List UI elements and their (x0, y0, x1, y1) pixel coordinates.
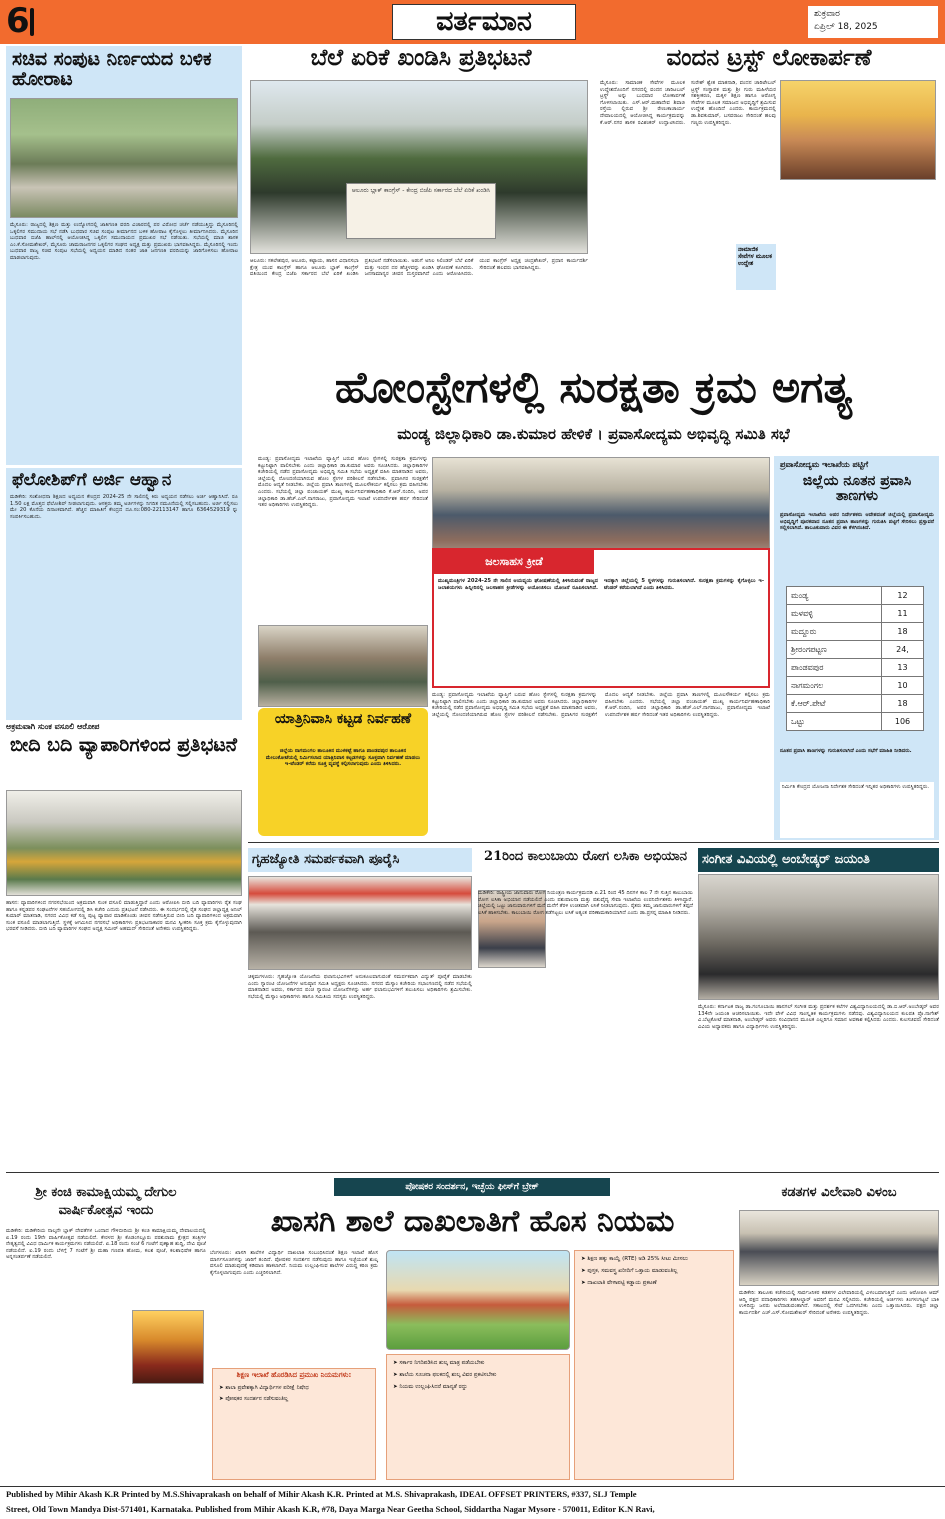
school-illustration (386, 1250, 570, 1350)
watersports-title: ಜಲಸಾಹಸ ಕ್ರೀಡೆ (434, 550, 594, 574)
letters-story (739, 1178, 939, 1482)
yatri-body: ಜಿಲ್ಲೆಯ ನಾಗಮಂಗಲ ತಾಲೂಕಿನ ಮುಳಕಟ್ಟೆ ಹಾಗೂ ಪಾಂಡವಪುರ ತಾಲೂಕಿನ ಮೇಲುಕೋಟೆಯಲ್ಲಿ ನಿರ್ಮಿಸಲಾದ ಯಾತ್ರಿನಿವಾಸ ಕಟ್ಟಡಗಳನ್ನು ಸೂಕ್ತವಾಗಿ ನಿರ್ವಹಣೆ ಮಾಡಲು ಇ-ಟೆಂಡರ್ ಕರೆದು ಸೂಕ್ತ ವ್ಯವಸ್ಥೆ ಕಲ್ಪಿಸಲಾಗುವುದು ಎಂದು ತಿಳಿಸಿದರು. (265, 748, 421, 768)
trust-sidebar-label: ನಾಮಾಜಿಕ ಸೇವೆಗಳ ಮೂಲಕ ಉದ್ದೇಶ (736, 244, 776, 290)
school-body: ಬೆಂಗಳೂರು: ಖಾಸಗಿ ಶಾಲೆಗಳ ವಿದ್ಯಾರ್ಥಿ ದಾಖಲಾತಿ ಸಂಬಂಧಿಸಿದಂತೆ ಶಿಕ್ಷಣ ಇಲಾಖೆ ಹೊಸ ಮಾರ್ಗಸೂಚಿಗಳನ್ನು ಜಾರಿಗೆ ತಂದಿದೆ. ಪೋಷಕರ ಸಂದರ್ಶನ ನಡೆಸುವುದು ಹಾಗೂ ಇಚ್ಛೆಯಂತೆ ಶುಲ್ಕ ವಸೂಲಿ ಮಾಡುವುದಕ್ಕೆ ಕಡಿವಾಣ ಹಾಕಲಾಗಿದೆ. ನಿಯಮ ಉಲ್ಲಂಘಿಸುವ ಶಾಲೆಗಳ ವಿರುದ್ಧ ಕಠಿಣ ಕ್ರಮ ಕೈಗೊಳ್ಳಲಾಗುವುದು ಎಂದು ಎಚ್ಚರಿಸಲಾಗಿದೆ. (210, 1250, 378, 1276)
trust-headline: ವಂದನ ಟ್ರಸ್ಟ್ ಲೋಕಾರ್ಪಣೆ (666, 46, 872, 71)
gruha-body: ಚಿಕ್ಕಮಗಳೂರು: ಗೃಹಜ್ಯೋತಿ ಯೋಜನೆಯ ಫಲಾನುಭವಿಗಳಿಗೆ ಅನುಕೂಲವಾಗುವಂತೆ ಸಮರ್ಪಕವಾಗಿ ವಿದ್ಯುತ್ ಪೂರೈಕೆ ಮಾಡಬೇಕು ಎಂದು ಗ್ಯಾರಂಟಿ ಯೋಜನೆಗಳ ಅನುಷ್ಠಾನ ಸಮಿತಿ ಅಧ್ಯಕ್ಷರು ಸೂಚಿಸಿದರು. ನಗರದ ಮೆಸ್ಕಾಂ ಕಚೇರಿಯ ಸಭಾಂಗಣದಲ್ಲಿ ನಡೆದ ಸಭೆಯಲ್ಲಿ ಮಾತನಾಡಿದ ಅವರು, ಸರ್ಕಾರದ ಪಂಚ ಗ್ಯಾರಂಟಿ ಯೋಜನೆಗಳನ್ನು ಅರ್ಹ ಫಲಾನುಭವಿಗಳಿಗೆ ತಲುಪಿಸಲು ಅಧಿಕಾರಿಗಳು ಶ್ರಮಿಸಬೇಕು. ಸಭೆಯಲ್ಲಿ ಮೆಸ್ಕಾಂ ಅಧಿಕಾರಿಗಳು ಹಾಗೂ ಸಮಿತಿಯ ಸದಸ್ಯರು ಉಪಸ್ಥಿತರಿದ್ದರು. (248, 974, 472, 1000)
bottom-divider (6, 1172, 939, 1173)
music-story (698, 848, 939, 1168)
taluk-name: ಮದ್ದೂರು (787, 623, 882, 641)
cabinet-body: ಮೈಸೂರು: ರಾಜ್ಯದಲ್ಲಿ ಶಿಕ್ಷಣ ಮತ್ತು ಉದ್ಯೋಗದಲ್ಲಿ ಜಾತಿಗಣತಿ ವರದಿ ವಿಚಾರದಲ್ಲಿ ಪರ ವಿರೋಧ ಚರ್ಚೆ ನಡೆಯುತ್ತಿದ್ದು ಮೈಸೂರಿನಲ್ಲಿ ಒಕ್ಕಲಿಗರ ಸಮುದಾಯ ಸಭೆ ನಡೆಸಿ ಬುಧವಾರ ಸಚಿವ ಸಂಪುಟ ತೀರ್ಮಾನದ ಬಳಿಕ ಹೋರಾಟ ಕೈಗೊಳ್ಳಲು ತೀರ್ಮಾನಿಸಿದರು. ಮೈಸೂರಿನ ಬುಧವಾರ ಬಿಜೆಪಿ ಹಾಲ್‌ನಲ್ಲಿ ಆಯೋಜಿಸಿದ್ದ ಒಕ್ಕಲಿಗ ಸಮುದಾಯದ ಪ್ರಮುಖರ ಸಭೆ ನಡೆಯಿತು. ಸಭೆಯಲ್ಲಿ ಮಾಜಿ ಶಾಸಕ ಎಂ.ಕೆ.ಸೋಮಶೇಖರ್, ಮೈಸೂರು ಚಾಮರಾಜನಗರ ಒಕ್ಕಲಿಗರ ಸಂಘದ ಅಧ್ಯಕ್ಷ ಮತ್ತು ಪ್ರಮುಖರು ಭಾಗವಹಿಸಿದ್ದರು. ಮೈಸೂರಿನಲ್ಲಿ ಇಂದು ಬುಧವಾರ ರಾಜ್ಯ ಸಚಿವ ಸಂಪುಟ ಸಭೆಯಲ್ಲಿ ಅಧ್ಯಯನ ಮಾಡಿದ ನಂತರ ಜಾತಿ ಜನಗಣತಿ ವರದಿಯನ್ನು ಜಾರಿಗೊಳಿಸಲು ಹೋರಾಟ ಮಾಡಲಾಗುವುದು. (10, 222, 238, 261)
school-rule-item: ➤ ನಿಯಮ ಉಲ್ಲಂಘಿಸಿದರೆ ಮಾನ್ಯತೆ ರದ್ದು (393, 1384, 468, 1390)
watersports-body: ಮುಖ್ಯಮಂತ್ರಿಗಳ 2024-25 ನೇ ಸಾಲಿನ ಆಯವ್ಯಯ ಘೋಷಣೆಯಲ್ಲಿ ತಿಳಿಸಿರುವಂತೆ ರಾಜ್ಯದ ಜಲಾಶಯಗಳು ಹಿನ್ನೀರಿನಲ್ಲಿ ಜಲಸಾಹಸ ಕ್ರೀಡೆಗಳನ್ನು ಆಯೋಜಿಸಲು ಯೋಜನೆ ರೂಪಿಸಲಾಗಿದೆ. ಇದಕ್ಕಾಗಿ ಜಿಲ್ಲೆಯಲ್ಲಿ 5 ಸ್ಥಳಗಳನ್ನು ಗುರುತಿಸಲಾಗಿದೆ. ಸುರಕ್ಷತಾ ಕ್ರಮಗಳನ್ನು ಕೈಗೊಳ್ಳಲು ಇ-ಟೆಂಡರ್ ಕರೆಯಲಾಗಿದೆ ಎಂದು ತಿಳಿಸಿದರು. (438, 578, 764, 591)
kanchi-story (6, 1178, 206, 1482)
price-hike-story (248, 46, 592, 356)
school-rules-title: ಶಿಕ್ಷಣ ಇಲಾಖೆ ಹೊರಡಿಸಿದ ಪ್ರಮುಖ ನಿಯಮಗಳು: (236, 1371, 352, 1379)
vaccine-story (478, 848, 693, 1168)
vendors-headline: ಬೀದಿ ಬದಿ ವ್ಯಾಪಾರಿಗಳಿಂದ ಪ್ರತಿಭಟನೆ (10, 734, 238, 756)
site-count: 24, (882, 641, 924, 659)
tourism-row (787, 587, 924, 605)
watersports-box (432, 548, 770, 688)
site-count: 11 (882, 605, 924, 623)
site-count: 106 (882, 713, 924, 731)
taluk-name: ನಾಗಮಂಗಲ (787, 677, 882, 695)
site-count: 13 (882, 659, 924, 677)
cabinet-story (6, 46, 242, 465)
page-number: 6 (6, 2, 30, 40)
school-rule-item: ➤ ಶಾಲೆಯ ಸೂಚನಾ ಫಲಕದಲ್ಲಿ ಶುಲ್ಕ ವಿವರ ಪ್ರಕಟಿಸಬೇಕು (393, 1372, 497, 1378)
kanchi-body: ಮಡಿಕೇರಿ: ಮಡಿಕೇರಿಯ ನಾಲ್ಕನೇ ಬ್ಲಾಕ್ ದೇವತೆಗಳ ಒಂದಾದ ಗೌಳಿಬೀದಿಯ ಶ್ರೀ ಕಂಚಿ ಕಾಮಾಕ್ಷಿಯಮ್ಮ ದೇವಾಲಯದಲ್ಲಿ ಏ.19 ರಂದು 19ನೇ ವಾರ್ಷಿಕೋತ್ಸವ ನಡೆಯಲಿದೆ. ಕೇರಳದ ಶ್ರೀ ಕೊಡಂಗಲ್ಲೂರು ಪರಶುರಾಮ ಕ್ಷೇತ್ರದ ತಂತ್ರಿಗಳ ನೇತೃತ್ವದಲ್ಲಿ ವಿವಿಧ ಧಾರ್ಮಿಕ ಕಾರ್ಯಕ್ರಮಗಳು ನಡೆಯಲಿವೆ. ಏ.18 ರಂದು ಸಂಜೆ 6 ಗಂಟೆಗೆ ಪುಣ್ಯಾಹ ಶುದ್ಧಿ, ದೇವಿ ಪೂಜೆ ನಡೆಯಲಿದೆ. ಏ.19 ರಂದು ಬೆಳಗ್ಗೆ 7 ಗಂಟೆಗೆ ಶ್ರೀ ಮಹಾ ಗಣಪತಿ ಹೋಮ, ಕಲಶ ಪೂಜೆ, ಕಲಶಾಭಿಷೇಕ ಹಾಗೂ ಅನ್ನಸಂತರ್ಪಣೆ ನಡೆಯಲಿದೆ. (6, 1228, 206, 1261)
yatri-box (258, 708, 428, 836)
vendors-protest-photo (6, 790, 242, 896)
letters-body: ಮಡಿಕೇರಿ: ತಾಲೂಕು ಕಚೇರಿಯಲ್ಲಿ ಸಾರ್ವಜನಿಕರ ಕಡತಗಳ ವಿಲೇವಾರಿಯಲ್ಲಿ ವಿಳಂಬವಾಗುತ್ತಿದೆ ಎಂದು ಆರೋಪಿಸಿ ಆಮ್ ಆದ್ಮಿ ಪಕ್ಷದ ಪದಾಧಿಕಾರಿಗಳು ತಹಸೀಲ್ದಾರ್ ಅವರಿಗೆ ಮನವಿ ಸಲ್ಲಿಸಿದರು. ಕಚೇರಿಯಲ್ಲಿ ಅರ್ಜಿಗಳು ತಿಂಗಳುಗಟ್ಟಲೆ ಬಾಕಿ ಉಳಿದಿದ್ದು ಜನರು ಅಲೆದಾಡುವಂತಾಗಿದೆ. ಸಕಾಲದಲ್ಲಿ ಸೇವೆ ಒದಗಿಸಬೇಕು ಎಂದು ಒತ್ತಾಯಿಸಿದರು. ಪಕ್ಷದ ಜಿಲ್ಲಾ ಕಾರ್ಯದರ್ಶಿ ಎಚ್.ಎಸ್.ಸೋಮಶೇಖರ್ ಸೇರಿದಂತೆ ಅನೇಕರು ಉಪಸ್ಥಿತರಿದ್ದರು. (739, 1290, 939, 1316)
issue-date: ಏಪ್ರಿಲ್ 18, 2025 (814, 22, 878, 32)
taluk-name: ಕೆ.ಆರ್.ಪೇಟೆ (787, 695, 882, 713)
school-rule-item: ➤ ಪುಸ್ತಕ, ಸಮವಸ್ತ್ರ ಖರೀದಿಗೆ ಒತ್ತಾಯ ಮಾಡುವಂತಿಲ್ಲ (581, 1268, 678, 1274)
imprint-line-2: Street, Old Town Mandya Dist-571401, Karnataka. Published from Mihir Akash K.R, #78, Daya Marga Near Geetha School, Siddartha Nagar Mysore - 570011, Editor K.N Ravi, (6, 1504, 655, 1514)
price-hike-body: ಆಲೂರು: ಸಕಲೇಶಪುರ, ಆಲೂರು, ಕಟ್ಟಾಯ, ಹಾಸನ ವಿಧಾನಸಭಾ ಕ್ಷೇತ್ರ ಯುವ ಕಾಂಗ್ರೆಸ್ ಹಾಗೂ ಆಲೂರು ಬ್ಲಾಕ್ ಕಾಂಗ್ರೆಸ್ ವತಿಯಿಂದ ಕೇಂದ್ರ ಬಿಜೆಪಿ ಸರ್ಕಾರದ ಬೆಲೆ ಏರಿಕೆ ಖಂಡಿಸಿ ಪ್ರತಿಭಟನೆ ನಡೆಸಲಾಯಿತು. ಅಡುಗೆ ಅನಿಲ ಸಿಲಿಂಡರ್ ಬೆಲೆ ಏರಿಕೆ ಮತ್ತು ಇಂಧನ ದರ ಹೆಚ್ಚಳವನ್ನು ಖಂಡಿಸಿ ಘೋಷಣೆ ಕೂಗಿದರು. ಜನಸಾಮಾನ್ಯರ ಜೀವನ ದುಸ್ತರವಾಗಿದೆ ಎಂದು ಆರೋಪಿಸಿದರು. ಯುವ ಕಾಂಗ್ರೆಸ್ ಅಧ್ಯಕ್ಷ ಚಂದ್ರಶೇಖರ್, ಪ್ರಧಾನ ಕಾರ್ಯದರ್ಶಿ ಸೇರಿದಂತೆ ಹಲವರು ಭಾಗವಹಿಸಿದ್ದರು. (250, 258, 588, 278)
pen-icon (30, 8, 34, 36)
music-event-photo (698, 874, 939, 1000)
paper-name-logo: ವರ್ತಮಾನ (392, 4, 576, 40)
music-body: ಮೈಸೂರು: ಕರ್ನಾಟಕ ರಾಜ್ಯ ಡಾ.ಗಂಗೂಬಾಯಿ ಹಾನಗಲ್ ಸಂಗೀತ ಮತ್ತು ಪ್ರದರ್ಶಕ ಕಲೆಗಳ ವಿಶ್ವವಿದ್ಯಾನಿಲಯದಲ್ಲಿ ಡಾ.ಬಿ.ಆರ್.ಅಂಬೇಡ್ಕರ್ ಅವರ 134ನೇ ಜಯಂತಿ ಆಚರಿಸಲಾಯಿತು. ಇದೇ ವೇಳೆ ವಿವಿಧ ಸಾಂಸ್ಕೃತಿಕ ಕಾರ್ಯಕ್ರಮಗಳು ನಡೆದವು. ವಿಶ್ವವಿದ್ಯಾನಿಲಯದ ಕುಲಪತಿ ಪ್ರೊ.ನಾಗೇಶ್ ವಿ.ಬೆಟ್ಟಕೋಟೆ ಮಾತನಾಡಿ, ಅಂಬೇಡ್ಕರ್ ಅವರು ಸಂವಿಧಾನದ ಮೂಲಕ ಎಲ್ಲರಿಗೂ ಸಮಾನ ಅವಕಾಶ ಕಲ್ಪಿಸಿದರು ಎಂದರು. ಕುಲಸಚಿವರು ಸೇರಿದಂತೆ ವಿವಿಯ ಅಧ್ಯಾಪಕರು ಹಾಗೂ ವಿದ್ಯಾರ್ಥಿಗಳು ಉಪಸ್ಥಿತರಿದ್ದರು. (698, 1004, 939, 1030)
school-story (210, 1178, 735, 1482)
imprint-line-1: Published by Mihir Akash K.R Printed by M.S.Shivaprakash on behalf of Mihir Akash K.R. Printed at M.S. Shivaprakash, IDEAL OFFSET PRINTERS, #337, SLJ Temple (6, 1489, 637, 1499)
tourism-row (787, 605, 924, 623)
weekday: ಶುಕ್ರವಾರ (814, 9, 840, 19)
site-count: 10 (882, 677, 924, 695)
school-rules-list (213, 1382, 375, 1408)
letters-headline: ಕಡತಗಳ ವಿಲೇವಾರಿ ವಿಳಂಬ (781, 1185, 897, 1200)
tourism-row (787, 641, 924, 659)
meeting-room-photo (258, 625, 428, 707)
trust-story (598, 46, 939, 356)
site-count: 12 (882, 587, 924, 605)
school-rule-item: ➤ ಶಾಲಾ ಪ್ರವೇಶಕ್ಕಾಗಿ ವಿದ್ಯಾರ್ಥಿಗಳ ಪರೀಕ್ಷೆ ನಿಷೇಧ (219, 1385, 309, 1391)
music-headline: ಸಂಗೀತ ವಿವಿಯಲ್ಲಿ ಅಂಬೇಡ್ಕರ್ ಜಯಂತಿ (698, 848, 939, 872)
school-rules-box-3 (574, 1250, 734, 1480)
vaccine-body: ಮಡಿಕೇರಿ: ರಾಷ್ಟ್ರೀಯ ಜಾನುವಾರು ರೋಗ ನಿಯಂತ್ರಣ ಕಾರ್ಯಕ್ರಮದಡಿ ಏ.21 ರಿಂದ 45 ದಿನಗಳ ಕಾಲ 7 ನೇ ಸುತ್ತಿನ ಕಾಲುಬಾಯಿ ರೋಗ ಲಸಿಕಾ ಅಭಿಯಾನ ನಡೆಯಲಿದೆ ಎಂದು ಪಶುಪಾಲನಾ ಮತ್ತು ಪಶುವೈದ್ಯ ಸೇವಾ ಇಲಾಖೆಯ ಉಪನಿರ್ದೇಶಕರು ತಿಳಿಸಿದ್ದಾರೆ. ಜಿಲ್ಲೆಯಲ್ಲಿ ಒಟ್ಟು ಜಾನುವಾರುಗಳಿಗೆ ಮನೆ ಮನೆಗೆ ತೆರಳಿ ಉಚಿತವಾಗಿ ಲಸಿಕೆ ನೀಡಲಾಗುವುದು. ರೈತರು ತಮ್ಮ ಜಾನುವಾರುಗಳಿಗೆ ತಪ್ಪದೆ ಲಸಿಕೆ ಹಾಕಿಸಬೇಕು. ಕಾಲುಬಾಯಿ ರೋಗ ತಡೆಗಟ್ಟಲು ಲಸಿಕೆ ಅತ್ಯಂತ ಪರಿಣಾಮಕಾರಿಯಾಗಿದೆ ಎಂದು ಡಾ.ಪ್ರಸನ್ನ ಮಾಹಿತಿ ನೀಡಿದರು. (478, 890, 693, 916)
school-headline: ಖಾಸಗಿ ಶಾಲೆ ದಾಖಲಾತಿಗೆ ಹೊಸ ನಿಯಮ (270, 1204, 675, 1239)
yatri-title: ಯಾತ್ರಿನಿವಾಸಿ ಕಟ್ಟಡ ನಿರ್ವಹಣೆ (274, 711, 412, 727)
homestay-headline: ಹೋಂಸ್ಟೇಗಳಲ್ಲಿ ಸುರಕ್ಷತಾ ಕ್ರಮ ಅಗತ್ಯ (334, 363, 853, 413)
protest-banner: ಆಲೂರು ಬ್ಲಾಕ್ ಕಾಂಗ್ರೆಸ್ - ಕೇಂದ್ರ ಬಿಜೆಪಿ ಸರ್ಕಾರದ ಬೆಲೆ ಏರಿಕೆ ಖಂಡಿಸಿ (346, 183, 496, 239)
cabinet-headline: ಸಚಿವ ಸಂಪುಟ ನಿರ್ಣಯದ ಬಳಿಕ ಹೋರಾಟ (12, 48, 212, 90)
homestay-body-cont: ಮಂಡ್ಯ: ಪ್ರವಾಸೋದ್ಯಮ ಇಲಾಖೆಯ ವ್ಯಾಪ್ತಿಗೆ ಬರುವ ಹೋಂ ಸ್ಟೇಗಳಲ್ಲಿ ಸುರಕ್ಷತಾ ಕ್ರಮಗಳನ್ನು ಕಟ್ಟುನಿಟ್ಟಾಗಿ ಪಾಲಿಸಬೇಕು ಎಂದು ಜಿಲ್ಲಾಧಿಕಾರಿ ಡಾ.ಕುಮಾರ ಅವರು ಸೂಚಿಸಿದರು. ಜಿಲ್ಲಾಧಿಕಾರಿಗಳ ಕಚೇರಿಯಲ್ಲಿ ನಡೆದ ಪ್ರವಾಸೋದ್ಯಮ ಅಭಿವೃದ್ಧಿ ಸಮಿತಿ ಸಭೆಯ ಅಧ್ಯಕ್ಷತೆ ವಹಿಸಿ ಮಾತನಾಡಿದ ಅವರು, ಜಿಲ್ಲೆಯಲ್ಲಿ ನೋಂದಣಿಯಾಗಿರುವ ಹೋಂ ಸ್ಟೇಗಳ ಪರಿಶೀಲನೆ ನಡೆಸಬೇಕು. ಪ್ರವಾಸಿಗರ ಸುರಕ್ಷತೆಗೆ ಮೊದಲ ಆದ್ಯತೆ ನೀಡಬೇಕು. ಜಿಲ್ಲೆಯ ಪ್ರವಾಸಿ ತಾಣಗಳಲ್ಲಿ ಮೂಲಸೌಕರ್ಯ ಕಲ್ಪಿಸಲು ಕ್ರಮ ವಹಿಸಬೇಕು ಎಂದರು. ಸಭೆಯಲ್ಲಿ ಜಿಲ್ಲಾ ಪಂಚಾಯತ್ ಮುಖ್ಯ ಕಾರ್ಯನಿರ್ವಹಣಾಧಿಕಾರಿ ಕೆ.ಆರ್.ನಂದಿನಿ, ಅಪರ ಜಿಲ್ಲಾಧಿಕಾರಿ ಡಾ.ಹೆಚ್.ಎಲ್.ನಾಗರಾಜು, ಪ್ರವಾಸೋದ್ಯಮ ಇಲಾಖೆ ಉಪನಿರ್ದೇಶಕ ಹರ್ಷ ಸೇರಿದಂತೆ ಇತರ ಅಧಿಕಾರಿಗಳು ಉಪಸ್ಥಿತರಿದ್ದರು. (432, 692, 770, 718)
gruha-meeting-photo (248, 876, 472, 970)
fellowship-body: ಮಡಿಕೇರಿ: ಸಂಶೋಧನಾ ಶಿಕ್ಷಣದ ಅಧ್ಯಯನ ಕೇಂದ್ರದ 2024-25 ನೇ ಸಾಲಿನಲ್ಲಿ ಕಿರು ಅಧ್ಯಯನ ನಡೆಸಲು ಅರ್ಜಿ ಆಹ್ವಾನಿಸಿದೆ. ರೂ 1.50 ಲಕ್ಷ ಮೊತ್ತದ ಫೆಲೋಶಿಪ್ ನೀಡಲಾಗುವುದು. ಆಸಕ್ತರು ತಮ್ಮ ಅರ್ಜಿಗಳನ್ನು ನಿಗದಿತ ನಮೂನೆಯಲ್ಲಿ ಸಲ್ಲಿಸಬಹುದು. ಅರ್ಜಿ ಸಲ್ಲಿಸಲು ಮೇ 20 ಕೊನೆಯ ದಿನಾಂಕವಾಗಿದೆ. ಹೆಚ್ಚಿನ ಮಾಹಿತಿಗೆ ಕೇಂದ್ರದ ದೂ.ಸಂ:080-22113147 ಹಾಗೂ 6364529319 ನ್ನು ಸಂಪರ್ಕಿಸಬಹುದು. (10, 494, 238, 520)
tourism-row (787, 623, 924, 641)
vendors-body: ಹಾಸನ: ವ್ಯಾಪಾರಿಗಳಿಂದ ನಗರಸಭೆಯಿಂದ ಅಕ್ರಮವಾಗಿ ಸುಂಕ ವಸೂಲಿ ಮಾಡುತ್ತಿದ್ದಾರೆ ಎಂದು ಆರೋಪಿಸಿ ಬೀದಿ ಬದಿ ವ್ಯಾಪಾರಿಗಳು ರೈತ ಸಂಘ ಹಾಗೂ ಕನ್ನಡಪರ ಸಂಘಟನೆಗಳ ಸಹಯೋಗದಲ್ಲಿ ಡಿಸಿ ಕಚೇರಿ ಎದುರು ಪ್ರತಿಭಟನೆ ನಡೆಸಿದರು. ಈ ಸಂದರ್ಭದಲ್ಲಿ ರೈತ ಸಂಘದ ಜಿಲ್ಲಾಧ್ಯಕ್ಷ ಅನಿಲ್ ಕುಮಾರ್ ಮಾತನಾಡಿ, ನಗರದ ವಿವಿಧ ಕಡೆ ಸಣ್ಣ ಪುಟ್ಟ ವ್ಯಾಪಾರ ಮಾಡಿಕೊಂಡು ಜೀವನ ನಡೆಸುತ್ತಿರುವ ಬೀದಿ ಬದಿ ವ್ಯಾಪಾರಿಗಳಿಂದ ಅಕ್ರಮವಾಗಿ ಸುಂಕ ವಸೂಲಿ ಮಾಡಲಾಗುತ್ತಿದೆ. ಸ್ಥಳಕ್ಕೆ ಆಗಮಿಸಿದ ನಗರಸಭೆ ಅಧಿಕಾರಿಗಳು ಪ್ರತಿಭಟನಾಕಾರರ ಮನವಿ ಸ್ವೀಕರಿಸಿ ಸೂಕ್ತ ಕ್ರಮ ಕೈಗೊಳ್ಳುವುದಾಗಿ ಭರವಸೆ ನೀಡಿದರು. ಬೀದಿ ಬದಿ ವ್ಯಾಪಾರಿಗಳ ಸಂಘದ ಅಧ್ಯಕ್ಷ ಸಮೀರ್ ಅಹಮದ್ ಸೇರಿದಂತೆ ಅನೇಕರು ಉಪಸ್ಥಿತರಿದ್ದರು. (6, 900, 242, 933)
taluk-name: ಮಳವಳ್ಳಿ (787, 605, 882, 623)
masthead (0, 0, 945, 44)
tourism-intro: ಪ್ರವಾಸೋದ್ಯಮ ಇಲಾಖೆಯ ಅಪರ ನಿರ್ದೇಶಕರು ಆದೇಶದಂತೆ ಜಿಲ್ಲೆಯಲ್ಲಿ ಪ್ರವಾಸೋದ್ಯಮ ಅಭಿವೃದ್ಧಿಗೆ ಪೂರಕವಾದ ನೂತನ ಪ್ರವಾಸಿ ತಾಣಗಳನ್ನು ಗುರುತಿಸಿ ಪಟ್ಟಿಗೆ ಸೇರಿಸಲು ಪ್ರಸ್ತಾವನೆ ಸಲ್ಲಿಸಲಾಗಿದೆ. ತಾಲೂಕುವಾರು ವಿವರ ಈ ಕೆಳಗಿನಂತಿದೆ. (780, 512, 934, 532)
gruha-headline: ಗೃಹಜ್ಯೋತಿ ಸಮರ್ಪಕವಾಗಿ ಪೂರೈಸಿ (248, 848, 472, 872)
date-box (808, 6, 938, 38)
taluk-name: ಶ್ರೀರಂಗಪಟ್ಟಣ (787, 641, 882, 659)
school-rule-item: ➤ ಸರ್ಕಾರ ನಿಗದಿಪಡಿಸಿದ ಶುಲ್ಕ ಮಾತ್ರ ಪಡೆಯಬೇಕು (393, 1360, 485, 1366)
tourism-kicker: ಪ್ರವಾಸೋದ್ಯಮ ಇಲಾಖೆಯ ಪಟ್ಟಿಗೆ (780, 460, 869, 469)
cabinet-meeting-photo (10, 98, 238, 218)
school-rule-item: ➤ ಶಿಕ್ಷಣ ಹಕ್ಕು ಕಾಯ್ದೆ (RTE) ಅಡಿ 25% ಸೀಟು ಮೀಸಲು (581, 1256, 688, 1262)
protest-photo (250, 80, 588, 254)
tourism-row (787, 695, 924, 713)
homestay-subheadline: ಮಂಡ್ಯ ಜಿಲ್ಲಾಧಿಕಾರಿ ಡಾ.ಕುಮಾರ ಹೇಳಿಕೆ । ಪ್ರವಾಸೋದ್ಯಮ ಅಭಿವೃದ್ಧಿ ಸಮಿತಿ ಸಭೆ (397, 425, 790, 443)
fellowship-headline: ಫೆಲೋಶಿಪ್‌ಗೆ ಅರ್ಜಿ ಆಹ್ವಾನ (12, 470, 172, 490)
tourism-sites-box (774, 456, 939, 840)
tourism-row (787, 677, 924, 695)
kanchi-headline: ಶ್ರೀ ಕಂಚಿ ಕಾಮಾಕ್ಷಿಯಮ್ಮ ದೇಗುಲ ವಾರ್ಷಿಕೋತ್ಸವ ಇಂದು (35, 1185, 177, 1218)
price-hike-headline: ಬೆಲೆ ಏರಿಕೆ ಖಂಡಿಸಿ ಪ್ರತಿಭಟನೆ (310, 46, 532, 71)
vendors-kicker: ಅಕ್ರಮವಾಗಿ ಸುಂಕ ವಸೂಲಿ ಆರೋಪ (6, 722, 100, 731)
gruha-story (248, 848, 472, 1168)
vendors-story (6, 722, 242, 1170)
tourism-table (786, 586, 924, 731)
site-count: 18 (882, 623, 924, 641)
taluk-name: ಪಾಂಡವಪುರ (787, 659, 882, 677)
school-rules-list-2 (387, 1355, 569, 1399)
tourism-footnote: ನೂತನ ಪ್ರವಾಸಿ ತಾಣಗಳನ್ನು ಗುರುತಿಸಲಾಗಿದೆ ಎಂದು ಸಭೆಗೆ ಮಾಹಿತಿ ನೀಡಿದರು. (780, 748, 912, 754)
tourism-row (787, 659, 924, 677)
homestay-body-col (258, 456, 428, 620)
school-rule-item: ➤ ಪೋಷಕರ ಸಂದರ್ಶನ ನಡೆಸುವಂತಿಲ್ಲ (219, 1396, 289, 1402)
fellowship-story (6, 468, 242, 720)
tourism-row (787, 713, 924, 731)
section-divider (248, 842, 939, 843)
taluk-name: ಒಟ್ಟು (787, 713, 882, 731)
homestay-continued (432, 692, 770, 838)
vaccine-headline: 21ರಿಂದ ಕಾಲುಬಾಯಿ ರೋಗ ಲಸಿಕಾ ಅಭಿಯಾನ (484, 849, 687, 864)
site-count: 18 (882, 695, 924, 713)
homestay-body: ಮಂಡ್ಯ: ಪ್ರವಾಸೋದ್ಯಮ ಇಲಾಖೆಯ ವ್ಯಾಪ್ತಿಗೆ ಬರುವ ಹೋಂ ಸ್ಟೇಗಳಲ್ಲಿ ಸುರಕ್ಷತಾ ಕ್ರಮಗಳನ್ನು ಕಟ್ಟುನಿಟ್ಟಾಗಿ ಪಾಲಿಸಬೇಕು ಎಂದು ಜಿಲ್ಲಾಧಿಕಾರಿ ಡಾ.ಕುಮಾರ ಅವರು ಸೂಚಿಸಿದರು. ಜಿಲ್ಲಾಧಿಕಾರಿಗಳ ಕಚೇರಿಯಲ್ಲಿ ನಡೆದ ಪ್ರವಾಸೋದ್ಯಮ ಅಭಿವೃದ್ಧಿ ಸಮಿತಿ ಸಭೆಯ ಅಧ್ಯಕ್ಷತೆ ವಹಿಸಿ ಮಾತನಾಡಿದ ಅವರು, ಜಿಲ್ಲೆಯಲ್ಲಿ ನೋಂದಣಿಯಾಗಿರುವ ಹೋಂ ಸ್ಟೇಗಳ ಪರಿಶೀಲನೆ ನಡೆಸಬೇಕು. ಪ್ರವಾಸಿಗರ ಸುರಕ್ಷತೆಗೆ ಮೊದಲ ಆದ್ಯತೆ ನೀಡಬೇಕು. ಜಿಲ್ಲೆಯ ಪ್ರವಾಸಿ ತಾಣಗಳಲ್ಲಿ ಮೂಲಸೌಕರ್ಯ ಕಲ್ಪಿಸಲು ಕ್ರಮ ವಹಿಸಬೇಕು ಎಂದರು. ಸಭೆಯಲ್ಲಿ ಜಿಲ್ಲಾ ಪಂಚಾಯತ್ ಮುಖ್ಯ ಕಾರ್ಯನಿರ್ವಹಣಾಧಿಕಾರಿ ಕೆ.ಆರ್.ನಂದಿನಿ, ಅಪರ ಜಿಲ್ಲಾಧಿಕಾರಿ ಡಾ.ಹೆಚ್.ಎಲ್.ನಾಗರಾಜು, ಪ್ರವಾಸೋದ್ಯಮ ಇಲಾಖೆ ಉಪನಿರ್ದೇಶಕ ಹರ್ಷ ಸೇರಿದಂತೆ ಇತರ ಅಧಿಕಾರಿಗಳು ಉಪಸ್ಥಿತರಿದ್ದರು. (258, 456, 428, 509)
school-rule-item: ➤ ದಾಖಲಾತಿ ವೇಳಾಪಟ್ಟಿ ಕಡ್ಡಾಯ ಪ್ರಕಟಣೆ (581, 1280, 657, 1286)
tourism-closing: ನಿರ್ಮಿತಿ ಕೇಂದ್ರದ ಯೋಜನಾ ನಿರ್ದೇಶಕ ಸೇರಿದಂತೆ ಇನ್ನಿತರ ಅಧಿಕಾರಿಗಳು ಉಪಸ್ಥಿತರಿದ್ದರು. (780, 782, 934, 838)
school-rules-list-3 (575, 1251, 733, 1295)
school-kicker: ಪೋಷಕರ ಸಂದರ್ಶನ, ಇಚ್ಛೆಯ ಫೀಸ್‌ಗೆ ಬ್ರೇಕ್ (334, 1178, 610, 1196)
taluk-name: ಮಂಡ್ಯ (787, 587, 882, 605)
school-rules-box (212, 1368, 376, 1480)
school-rules-box-2 (386, 1354, 570, 1480)
homestay-header (248, 360, 939, 452)
letters-photo (739, 1210, 939, 1286)
trust-event-photo (780, 80, 936, 180)
tourism-title: ಜಿಲ್ಲೆಯ ನೂತನ ಪ್ರವಾಸಿ ತಾಣಗಳು (802, 473, 912, 504)
imprint-footer (0, 1486, 945, 1519)
trust-body: ಮೈಸೂರು: ಸಾಮಾಜಿಕ ಸೇವೆಗಳ ಮೂಲಕ ಉದ್ದೇಶದೊಂದಿಗೆ ನಗರದಲ್ಲಿ ವಂದನ ಚಾರಿಟಬಲ್ ಟ್ರಸ್ಟ್ ಅನ್ನು ಬುಧವಾರ ಲೋಕಾರ್ಪಣೆ ಗೊಳಿಸಲಾಯಿತು. ಎಸ್.ಆರ್.ಮಹಾದೇವ ಶಿವಾಜಿ ರಸ್ತೆಯ ಲ್ಲಿರುವ ಶ್ರೀ ರೇಣುಕಾಚಾರ್ಯ ದೇವಾಲಯದಲ್ಲಿ ಆಯೋಜಿಸಿದ್ದ ಕಾರ್ಯಕ್ರಮವನ್ನು ಕೆ.ಆರ್.ನಗರ ಶಾಸಕ ರವಿಶಂಕರ್ ಉದ್ಘಾಟಿಸಿದರು. ಸುರೇಶ್ ಶ್ವೇತ ಮಾತನಾಡಿ, ವಂದನ ಚಾರಿಟೇಬಲ್ ಟ್ರಸ್ಟ್ ಸಂಸ್ಥಾಪಕ ಮತ್ತು ಶ್ರೀ ಗುರು ಮಹಿಳೆಯರ ಸಶಕ್ತೀಕರಣ, ಮಕ್ಕಳ ಶಿಕ್ಷಣ ಹಾಗೂ ಆರೋಗ್ಯ ಸೇವೆಗಳ ಮೂಲಕ ಸಮಾಜದ ಅಭಿವೃದ್ಧಿಗೆ ಶ್ರಮಿಸುವ ಉದ್ದೇಶ ಹೊಂದಿದೆ ಎಂದರು. ಕಾರ್ಯಕ್ರಮದಲ್ಲಿ ಡಾ.ಶಿವಕುಮಾರ್, ಬಸವರಾಜು ಸೇರಿದಂತೆ ಹಲವು ಗಣ್ಯರು ಉಪಸ್ಥಿತರಿದ್ದರು. (600, 80, 776, 126)
